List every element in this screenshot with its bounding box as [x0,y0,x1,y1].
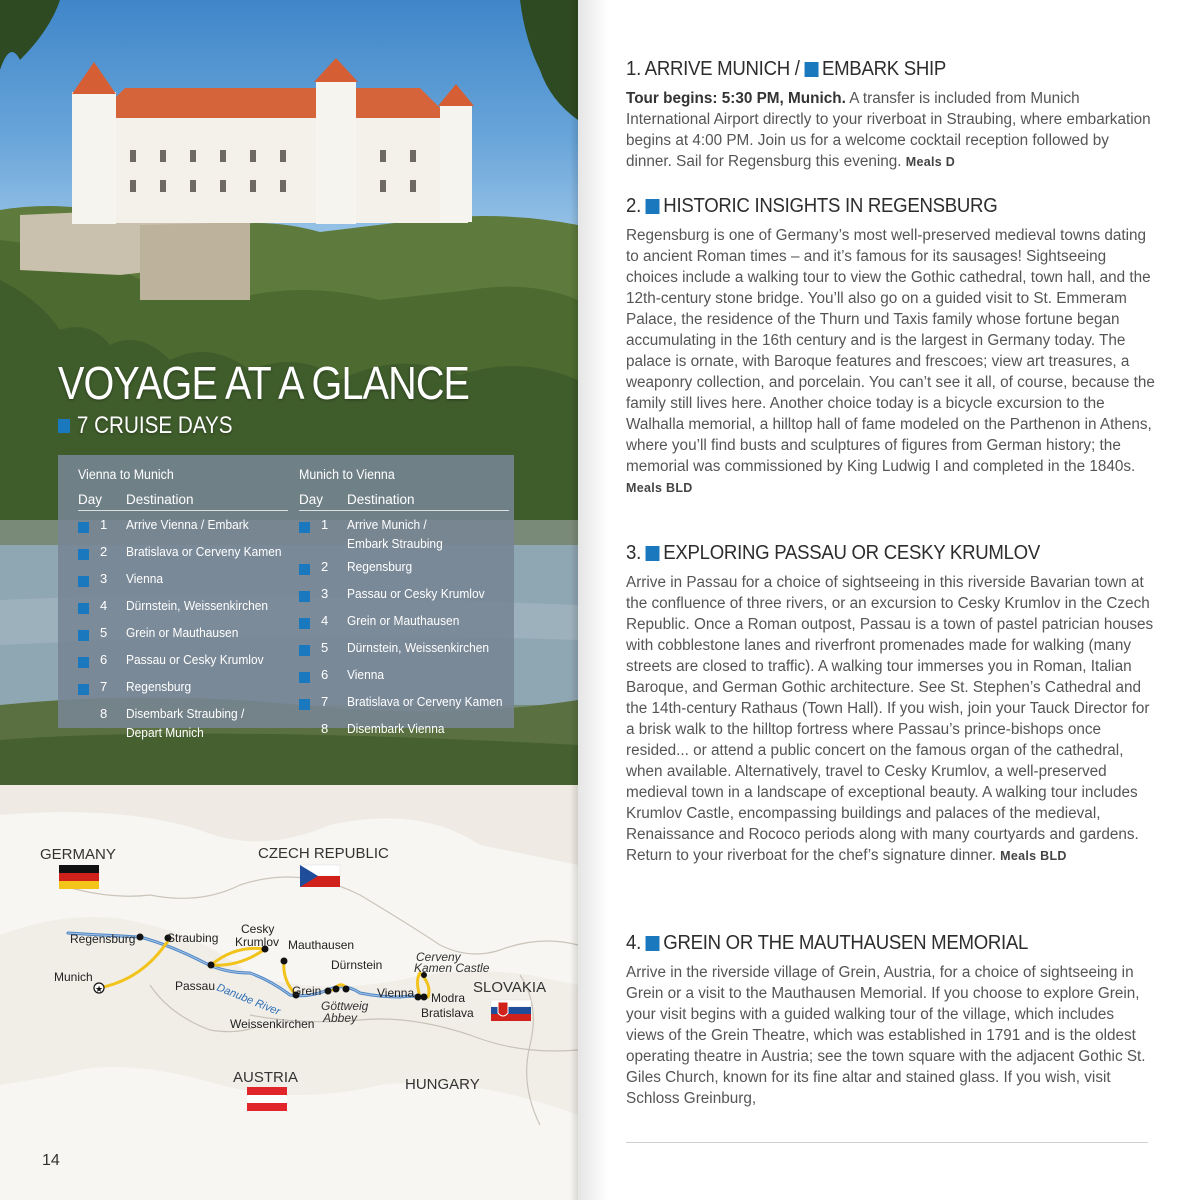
itinerary-destination [347,557,496,576]
place-label-munich: Munich [54,970,93,984]
munich-star-icon [94,983,104,995]
itinerary-day-header: Day [78,492,103,507]
itinerary-heading: Munich to Vienna [299,467,395,482]
itinerary-heading: Vienna to Munich [78,467,174,482]
place-label-vienna: Vienna [377,986,415,1000]
itinerary-destination [126,650,275,669]
itinerary-destination-line: Passau or Cesky Krumlov [347,586,485,601]
country-label-austria: AUSTRIA [233,1069,299,1086]
itinerary-row [299,557,509,580]
route-map [0,785,578,1200]
cruise-day-marker-icon [646,936,660,951]
svg-text:★: ★ [94,985,104,995]
section-text: Regensburg is one of Germany’s most well-preserved medieval towns dating to ancient Roman times – and it’s famous for its sausages! Sightseeing choices include a walking tour to view the Gothic cathedral, town hall, and the 12th-century stone bridge. You’ll also go on a guided visit to St. Emmeram Palace, the residence of the Thurn und Taxis family whose fortune began accumulating in the 16th century and is the largest in Germany today. The palace is ornate, with Baroque features and frescoes; view art treasures, a weaponry collection, and porcelain. You can’t see it all, of course, because the family still lives here. Another choice today is a bicycle excursion to the Walhalla memorial, a hilltop hall of fame modeled on the Parthenon in Athens, where you’ll find busts and sculptures of figures from German history; the memorial was commissioned by King Ludwig I and completed in the 1840s. [626,227,1155,475]
itinerary-destination-line: Disembark Vienna [347,721,445,736]
place-label-cerveny: Cerveny [416,950,461,964]
itinerary-row [78,569,288,592]
section-text: Arrive in the riverside village of Grein, Austria, for a choice of sightseeing in Grein or a visit to the Mauthausen Memorial. If you choose to explore Grein, your visit begins with a guided walking tour of the village, which includes views of the Grein Theatre, which was established in 1791 and is the oldest operating theatre in Austria; see the town square with the adjacent Gothic St. Giles Church, known for its fine altar and stained glass. If you wish, visit Schloss Greinburg, [626,964,1146,1107]
place-label-bratislava: Bratislava [421,1006,474,1020]
cruise-day-marker-icon [78,657,89,668]
section-body [626,225,1156,499]
cruise-day-marker-icon [299,618,310,629]
country-label-germany: GERMANY [40,846,116,863]
itinerary-row [78,542,288,565]
cruise-day-marker-icon [299,699,310,710]
section-title [626,58,1119,81]
itinerary-destination-line: Grein or Mauthausen [126,625,239,640]
itinerary-destination-line: Grein or Mauthausen [347,613,460,628]
section-text: A transfer is included from Munich International Airport directly to your riverboat in Straubing, where embarkation begins at 4:00 PM. Join us for a welcome cocktail reception followed by dinner. Sail for Regensburg this evening. [626,90,1151,170]
itinerary-destination-line: Embark Straubing [347,536,443,551]
section-number: 1. [626,58,641,80]
itinerary-header-row [299,492,509,511]
itinerary-destination-line: Depart Munich [126,725,204,740]
cruise-day-marker-icon [299,672,310,683]
itinerary-row [78,704,288,742]
itinerary-day-number: 4 [100,598,108,613]
page-gutter-shadow [570,0,578,1200]
section-body [626,572,1156,867]
section-body [626,962,1156,1109]
section-title [626,195,1119,218]
itinerary-destination [126,515,275,534]
itinerary-destination-line: Bratislava or Cerveny Kamen [347,694,503,709]
itinerary-day-number: 2 [321,559,329,574]
itinerary-destination-line: Vienna [126,571,164,586]
itinerary-destination-line: Bratislava or Cerveny Kamen [126,544,282,559]
itinerary-row [299,515,509,553]
itinerary-destination-header: Destination [347,492,415,507]
place-label-abbey: Abbey [323,1011,358,1025]
day-section-1 [626,58,1156,173]
itinerary-day-number: 3 [100,571,108,586]
itinerary-destination-line: Disembark Straubing / [126,706,245,721]
footer-rule [626,1142,1148,1143]
day-section-4 [626,932,1156,1109]
country-label-czech: CZECH REPUBLIC [258,845,389,862]
cruise-day-marker-icon [804,62,818,77]
itinerary-vienna-to-munich [78,467,288,746]
cruise-days-label: 7 CRUISE DAYS [76,412,233,439]
itinerary-destination [347,665,496,684]
flag-germany-icon [59,865,99,889]
itinerary-day-number: 4 [321,613,329,628]
itinerary-day-number: 7 [100,679,108,694]
place-label-regensburg: Regensburg [70,932,136,946]
itinerary-row [78,515,288,538]
itinerary-destination-line: Regensburg [347,559,413,574]
voyage-title: VOYAGE AT A GLANCE [58,357,470,409]
flag-slovakia-icon [491,1000,531,1021]
section-number: 2. [626,195,641,217]
section-title-text: GREIN OR THE MAUTHAUSEN MEMORIAL [663,932,1029,954]
itinerary-header-row [78,492,288,511]
cruise-day-marker-icon [299,645,310,656]
itinerary-row [78,677,288,700]
itinerary-day-number: 3 [321,586,329,601]
flag-czech-icon [300,865,340,887]
place-label-kamen-castle: Kamen Castle [414,961,490,975]
river-label-danube: Danube River [214,981,282,1018]
itinerary-destination [347,692,503,711]
place-label-gottweig: Göttweig [321,999,369,1013]
place-label-durnstein: Dürnstein [331,958,383,972]
meals-label: Meals BLD [626,481,693,495]
itinerary-day-number: 2 [100,544,108,559]
itinerary-day-number: 1 [321,517,329,532]
itinerary-destination [126,569,275,588]
itinerary-row [299,719,509,738]
itinerary-destination [126,596,275,615]
meals-label: Meals BLD [1000,849,1067,863]
itinerary-destination-line: Passau or Cesky Krumlov [126,652,264,667]
section-title-text: EMBARK SHIP [821,58,947,80]
cruise-day-marker-icon [299,591,310,602]
place-label-mauthausen: Mauthausen [288,938,355,952]
itinerary-row [299,665,509,688]
place-label-modra: Modra [431,991,466,1005]
section-lead: Tour begins: 5:30 PM, Munich. [626,90,846,107]
section-text: Arrive in Passau for a choice of sightseeing in this riverside Bavarian town at the confluence of three rivers, or an excursion to Cesky Krumlov in the Czech Republic. Once a Roman outpost, Passau is a town of pastel patrician houses with cobblestone lanes and riverfront promenades made for walking (many streets are closed to traffic). A walking tour immerses you in Roman, Italian Baroque, and German Gothic architecture. See St. Stephen’s Cathedral and the 14th-century Rathaus (Town Hall). If you wish, join your Tauck Director for a brisk walk to the hilltop fortress where Passau’s prince-bishops once resided... or attend a public concert on the famous organ of the cathedral, when available. Alternatively, travel to Cesky Krumlov, a well-preserved medieval town in a landscape of exceptional beauty. A walking tour includes Krumlov Castle, encompassing buildings and palaces of the medieval, Renaissance and Rococo periods along with many courtyards and gardens. Return to your riverboat for the chef’s signature dinner. [626,574,1154,864]
itinerary-destination-line: Vienna [347,667,385,682]
country-label-slovakia: SLOVAKIA [473,979,547,996]
itinerary-day-number: 8 [321,721,329,736]
place-label-cesky: Cesky [241,922,275,936]
itinerary-day-number: 5 [100,625,108,640]
itinerary-destination-line: Dürnstein, Weissenkirchen [347,640,490,655]
itinerary-destination-line: Dürnstein, Weissenkirchen [126,598,269,613]
left-page [0,0,578,1200]
itinerary-destination [347,611,496,630]
cruise-day-marker-icon [646,546,660,561]
section-title [626,542,1119,565]
itinerary-destination-line: Arrive Vienna / Embark [126,517,249,532]
cruise-day-marker-icon [78,603,89,614]
itinerary-destination-line: Arrive Munich / [347,517,427,532]
itinerary-day-number: 1 [100,517,108,532]
cruise-day-marker-icon [78,684,89,695]
section-title-prefix: ARRIVE MUNICH / [644,58,800,80]
cruise-day-marker-icon [78,549,89,560]
place-label-straubing: Straubing [167,931,219,945]
itinerary-day-number: 7 [321,694,329,709]
itinerary-day-number: 6 [321,667,329,682]
itinerary-day-number: 8 [100,706,108,721]
itinerary-day-number: 5 [321,640,329,655]
section-body [626,88,1156,173]
itinerary-row [299,638,509,661]
itinerary-day-number: 6 [100,652,108,667]
cruise-day-marker-icon [299,564,310,575]
cruise-day-marker-icon [78,576,89,587]
section-title-text: EXPLORING PASSAU OR CESKY KRUMLOV [663,542,1040,564]
meals-label: Meals D [905,155,956,169]
cruise-day-marker-icon [299,522,310,533]
itinerary-row [78,650,288,673]
itinerary-destination [347,584,496,603]
page-number: 14 [42,1152,60,1169]
itinerary-destination [126,623,275,642]
itinerary-row [299,584,509,607]
place-label-krumlov: Krumlov [235,935,280,949]
itinerary-panel [58,455,514,740]
right-gutter-shadow [578,0,608,1200]
cruise-day-marker-icon [78,630,89,641]
right-page [578,0,1200,1200]
itinerary-destination-header: Destination [126,492,194,507]
cruise-days-subtitle [58,412,233,440]
place-label-weissenkirchen: Weissenkirchen [230,1017,315,1031]
itinerary-row [78,596,288,619]
section-number: 4. [626,932,641,954]
day-section-2 [626,195,1156,499]
country-label-hungary: HUNGARY [405,1076,480,1093]
itinerary-destination [126,704,275,742]
itinerary-row [78,623,288,646]
cruise-day-marker-icon [78,522,89,533]
itinerary-row [299,611,509,634]
place-label-passau: Passau [175,979,216,993]
flag-austria-icon [247,1087,287,1111]
day-section-3 [626,542,1156,867]
itinerary-destination [126,542,282,561]
section-title [626,932,1119,955]
itinerary-row [299,692,509,715]
itinerary-destination [126,677,275,696]
section-title-text: HISTORIC INSIGHTS IN REGENSBURG [663,195,998,217]
itinerary-day-header: Day [299,492,324,507]
cruise-day-marker-icon [58,419,70,433]
itinerary-destination-line: Regensburg [126,679,192,694]
itinerary-destination [347,719,496,738]
section-number: 3. [626,542,641,564]
itinerary-munich-to-vienna [299,467,509,742]
itinerary-destination [347,515,496,553]
itinerary-destination [347,638,496,657]
place-label-grein: Grein [292,984,322,998]
cruise-day-marker-icon [646,199,660,214]
